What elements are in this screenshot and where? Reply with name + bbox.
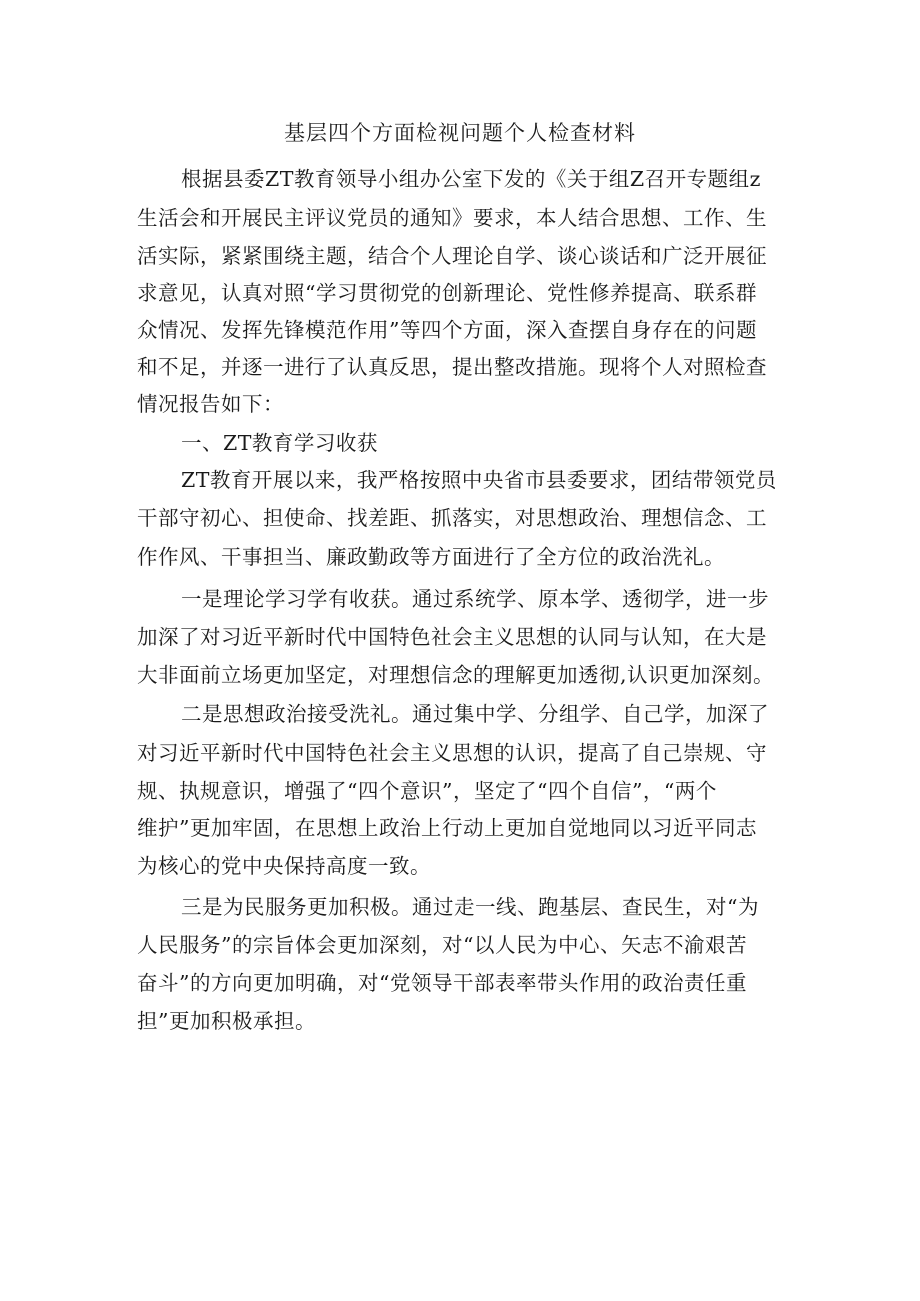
paragraph-line: 一是理论学习学有收获。通过系统学、原本学、透彻学，进一步 — [181, 587, 769, 611]
section-heading: 一、ZT教育学习收获 — [181, 431, 378, 455]
paragraph-line: 规、执规意识，增强了“四个意识”，坚定了“四个自信”，“两个 — [137, 779, 717, 803]
paragraph-line: 求意见，认真对照“学习贯彻党的创新理论、党性修养提高、联系群 — [137, 281, 757, 305]
paragraph-line: 众情况、发挥先锋模范作用”等四个方面，深入查摆自身存在的问题 — [137, 318, 757, 342]
paragraph-line: 干部守初心、担使命、找差距、抓落实，对思想政治、理想信念、工 — [137, 506, 767, 530]
paragraph-line: 根据县委ZT教育领导小组办公室下发的《关于组Z召开专题组z — [181, 167, 761, 191]
paragraph-line: 担”更加积极承担。 — [137, 1009, 316, 1033]
paragraph-line: 维护”更加牢固，在思想上政治上行动上更加自觉地同以习近平同志 — [137, 816, 757, 840]
paragraph-line: 和不足，并逐一进行了认真反思，提出整改措施。现将个人对照检查 — [137, 355, 767, 379]
paragraph-line: 二是思想政治接受洗礼。通过集中学、分组学、自己学，加深了 — [181, 702, 769, 726]
paragraph-line: 奋斗”的方向更加明确，对“党领导干部表率带头作用的政治责任重 — [137, 971, 747, 995]
paragraph-line: 生活会和开展民主评议党员的通知》要求，本人结合思想、工作、生 — [137, 206, 767, 230]
paragraph-line: ZT教育开展以来，我严格按照中央省市县委要求，团结带领党员 — [181, 468, 777, 492]
paragraph-line: 对习近平新时代中国特色社会主义思想的认识，提高了自己崇规、守 — [137, 741, 767, 765]
paragraph-line: 情况报告如下： — [137, 392, 284, 416]
paragraph-line: 三是为民服务更加积极。通过走一线、跑基层、查民生，对“为 — [181, 895, 759, 919]
paragraph-line: 活实际，紧紧围绕主题，结合个人理论自学、谈心谈话和广泛开展征 — [137, 244, 767, 268]
document-title: 基层四个方面检视问题个人检查材料 — [284, 121, 636, 145]
paragraph-line: 大非面前立场更加坚定，对理想信念的理解更加透彻,认识更加深刻。 — [137, 663, 775, 687]
paragraph-line: 加深了对习近平新时代中国特色社会主义思想的认同与认知，在大是 — [137, 625, 767, 649]
paragraph-line: 作作风、干事担当、廉政勤政等方面进行了全方位的政治洗礼。 — [137, 545, 725, 569]
paragraph-line: 人民服务”的宗旨体会更加深刻，对“以人民为中心、矢志不渝艰苦 — [137, 933, 747, 957]
paragraph-line: 为核心的党中央保持高度一致。 — [137, 854, 431, 878]
